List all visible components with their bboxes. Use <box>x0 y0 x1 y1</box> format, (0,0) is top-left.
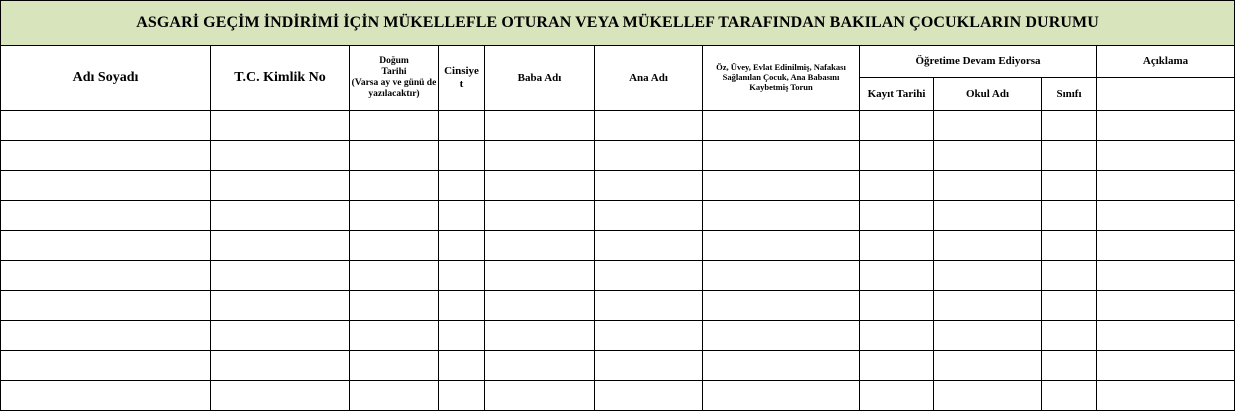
cell-okul-adi[interactable] <box>934 261 1042 291</box>
cell-yakinlik[interactable] <box>703 111 860 141</box>
header-cinsiyet-line2: t <box>459 78 464 90</box>
cell-cinsiyet[interactable] <box>439 171 485 201</box>
cell-okul-adi[interactable] <box>934 351 1042 381</box>
header-dogum-tarihi-line2: Tarihi <box>381 67 407 78</box>
cell-sinifi[interactable] <box>1042 111 1097 141</box>
table-row <box>1 171 1235 201</box>
cell-aciklama[interactable] <box>1097 171 1235 201</box>
cell-tc-kimlik-no[interactable] <box>211 351 350 381</box>
header-aciklama: Açıklama <box>1097 46 1235 78</box>
cell-baba-adi[interactable] <box>485 141 595 171</box>
cell-yakinlik[interactable] <box>703 171 860 201</box>
table-row <box>1 201 1235 231</box>
header-dogum-tarihi <box>350 46 439 111</box>
table-row <box>1 231 1235 261</box>
cell-baba-adi[interactable] <box>485 111 595 141</box>
header-tc-kimlik-no: T.C. Kimlik No <box>211 46 350 111</box>
cell-cinsiyet[interactable] <box>439 321 485 351</box>
cell-okul-adi[interactable] <box>934 231 1042 261</box>
cell-okul-adi[interactable] <box>934 381 1042 411</box>
cell-cinsiyet[interactable] <box>439 141 485 171</box>
cell-okul-adi[interactable] <box>934 201 1042 231</box>
table-row <box>1 291 1235 321</box>
cell-okul-adi[interactable] <box>934 321 1042 351</box>
cell-cinsiyet[interactable] <box>439 201 485 231</box>
cell-kayit-tarihi[interactable] <box>860 141 934 171</box>
cell-sinifi[interactable] <box>1042 201 1097 231</box>
table-row <box>1 261 1235 291</box>
cell-ana-adi[interactable] <box>595 141 703 171</box>
table-row <box>1 111 1235 141</box>
cell-aciklama[interactable] <box>1097 291 1235 321</box>
cell-dogum-tarihi[interactable] <box>350 171 439 201</box>
cell-baba-adi[interactable] <box>485 171 595 201</box>
cell-cinsiyet[interactable] <box>439 261 485 291</box>
cell-baba-adi[interactable] <box>485 231 595 261</box>
table-row <box>1 351 1235 381</box>
cell-sinifi[interactable] <box>1042 261 1097 291</box>
cell-ana-adi[interactable] <box>595 171 703 201</box>
header-yakinlik: Öz, Üvey, Evlat Edinilmiş, Nafakası Sağlanılan Çocuk, Ana Babasını Kaybetmiş Torun <box>703 46 860 111</box>
cell-adi-soyadi[interactable] <box>1 171 211 201</box>
cell-yakinlik[interactable] <box>703 321 860 351</box>
table-row <box>1 321 1235 351</box>
cell-kayit-tarihi[interactable] <box>860 321 934 351</box>
form-title: ASGARİ GEÇİM İNDİRİMİ İÇİN MÜKELLEFLE OTURAN VEYA MÜKELLEF TARAFINDAN BAKILAN ÇOCUKLARIN DURUMU <box>1 1 1235 46</box>
header-cinsiyet-line1: Cinsiye <box>444 65 479 78</box>
cell-tc-kimlik-no[interactable] <box>211 111 350 141</box>
cell-aciklama[interactable] <box>1097 351 1235 381</box>
cell-sinifi[interactable] <box>1042 381 1097 411</box>
cell-adi-soyadi[interactable] <box>1 201 211 231</box>
cell-dogum-tarihi[interactable] <box>350 261 439 291</box>
cell-baba-adi[interactable] <box>485 261 595 291</box>
cell-cinsiyet[interactable] <box>439 111 485 141</box>
cell-aciklama[interactable] <box>1097 261 1235 291</box>
cell-ana-adi[interactable] <box>595 291 703 321</box>
cell-yakinlik[interactable] <box>703 231 860 261</box>
cell-aciklama[interactable] <box>1097 141 1235 171</box>
cell-cinsiyet[interactable] <box>439 381 485 411</box>
cell-tc-kimlik-no[interactable] <box>211 291 350 321</box>
cell-sinifi[interactable] <box>1042 351 1097 381</box>
cell-kayit-tarihi[interactable] <box>860 351 934 381</box>
cell-dogum-tarihi[interactable] <box>350 321 439 351</box>
header-kayit-tarihi: Kayıt Tarihi <box>860 78 934 111</box>
cell-dogum-tarihi[interactable] <box>350 291 439 321</box>
cell-kayit-tarihi[interactable] <box>860 261 934 291</box>
cell-kayit-tarihi[interactable] <box>860 291 934 321</box>
cell-dogum-tarihi[interactable] <box>350 201 439 231</box>
cell-adi-soyadi[interactable] <box>1 351 211 381</box>
cell-adi-soyadi[interactable] <box>1 291 211 321</box>
cell-yakinlik[interactable] <box>703 381 860 411</box>
cell-tc-kimlik-no[interactable] <box>211 261 350 291</box>
cell-tc-kimlik-no[interactable] <box>211 201 350 231</box>
cell-yakinlik[interactable] <box>703 291 860 321</box>
cell-sinifi[interactable] <box>1042 291 1097 321</box>
cell-kayit-tarihi[interactable] <box>860 171 934 201</box>
table-row <box>1 141 1235 171</box>
cell-baba-adi[interactable] <box>485 201 595 231</box>
cell-aciklama[interactable] <box>1097 111 1235 141</box>
header-dogum-tarihi-line1: Doğum <box>379 56 409 67</box>
cell-yakinlik[interactable] <box>703 261 860 291</box>
cell-adi-soyadi[interactable] <box>1 261 211 291</box>
cell-adi-soyadi[interactable] <box>1 111 211 141</box>
cell-tc-kimlik-no[interactable] <box>211 141 350 171</box>
header-aciklama-sub-cell[interactable] <box>1097 78 1235 111</box>
cell-cinsiyet[interactable] <box>439 231 485 261</box>
cell-adi-soyadi[interactable] <box>1 321 211 351</box>
cell-kayit-tarihi[interactable] <box>860 201 934 231</box>
cell-ana-adi[interactable] <box>595 381 703 411</box>
cell-aciklama[interactable] <box>1097 201 1235 231</box>
header-okul-adi: Okul Adı <box>934 78 1042 111</box>
cell-tc-kimlik-no[interactable] <box>211 231 350 261</box>
header-baba-adi: Baba Adı <box>485 46 595 111</box>
cell-ana-adi[interactable] <box>595 321 703 351</box>
cell-adi-soyadi[interactable] <box>1 141 211 171</box>
cell-tc-kimlik-no[interactable] <box>211 381 350 411</box>
cell-dogum-tarihi[interactable] <box>350 381 439 411</box>
cell-baba-adi[interactable] <box>485 321 595 351</box>
cell-tc-kimlik-no[interactable] <box>211 171 350 201</box>
cell-dogum-tarihi[interactable] <box>350 141 439 171</box>
cell-okul-adi[interactable] <box>934 111 1042 141</box>
cell-kayit-tarihi[interactable] <box>860 381 934 411</box>
header-ogretime-devam: Öğretime Devam Ediyorsa <box>860 46 1097 78</box>
cell-adi-soyadi[interactable] <box>1 231 211 261</box>
table-row <box>1 381 1235 411</box>
cell-dogum-tarihi[interactable] <box>350 231 439 261</box>
cell-okul-adi[interactable] <box>934 291 1042 321</box>
cell-baba-adi[interactable] <box>485 291 595 321</box>
cell-aciklama[interactable] <box>1097 321 1235 351</box>
header-adi-soyadi: Adı Soyadı <box>1 46 211 111</box>
cell-yakinlik[interactable] <box>703 351 860 381</box>
cell-aciklama[interactable] <box>1097 381 1235 411</box>
cell-adi-soyadi[interactable] <box>1 381 211 411</box>
cell-kayit-tarihi[interactable] <box>860 111 934 141</box>
cell-dogum-tarihi[interactable] <box>350 111 439 141</box>
cell-tc-kimlik-no[interactable] <box>211 321 350 351</box>
cell-ana-adi[interactable] <box>595 231 703 261</box>
cell-ana-adi[interactable] <box>595 261 703 291</box>
cell-ana-adi[interactable] <box>595 201 703 231</box>
cell-sinifi[interactable] <box>1042 141 1097 171</box>
cell-baba-adi[interactable] <box>485 381 595 411</box>
cell-baba-adi[interactable] <box>485 351 595 381</box>
header-dogum-tarihi-note: (Varsa ay ve günü de yazılacaktır) <box>351 78 437 99</box>
cell-sinifi[interactable] <box>1042 171 1097 201</box>
header-ana-adi: Ana Adı <box>595 46 703 111</box>
cell-ana-adi[interactable] <box>595 351 703 381</box>
cell-cinsiyet[interactable] <box>439 291 485 321</box>
cell-aciklama[interactable] <box>1097 231 1235 261</box>
cell-sinifi[interactable] <box>1042 321 1097 351</box>
cell-yakinlik[interactable] <box>703 201 860 231</box>
cell-okul-adi[interactable] <box>934 141 1042 171</box>
cell-cinsiyet[interactable] <box>439 351 485 381</box>
cell-yakinlik[interactable] <box>703 141 860 171</box>
header-sinifi: Sınıfı <box>1042 78 1097 111</box>
header-cinsiyet <box>439 46 485 111</box>
cell-kayit-tarihi[interactable] <box>860 231 934 261</box>
cell-ana-adi[interactable] <box>595 111 703 141</box>
cell-dogum-tarihi[interactable] <box>350 351 439 381</box>
cell-okul-adi[interactable] <box>934 171 1042 201</box>
cell-sinifi[interactable] <box>1042 231 1097 261</box>
